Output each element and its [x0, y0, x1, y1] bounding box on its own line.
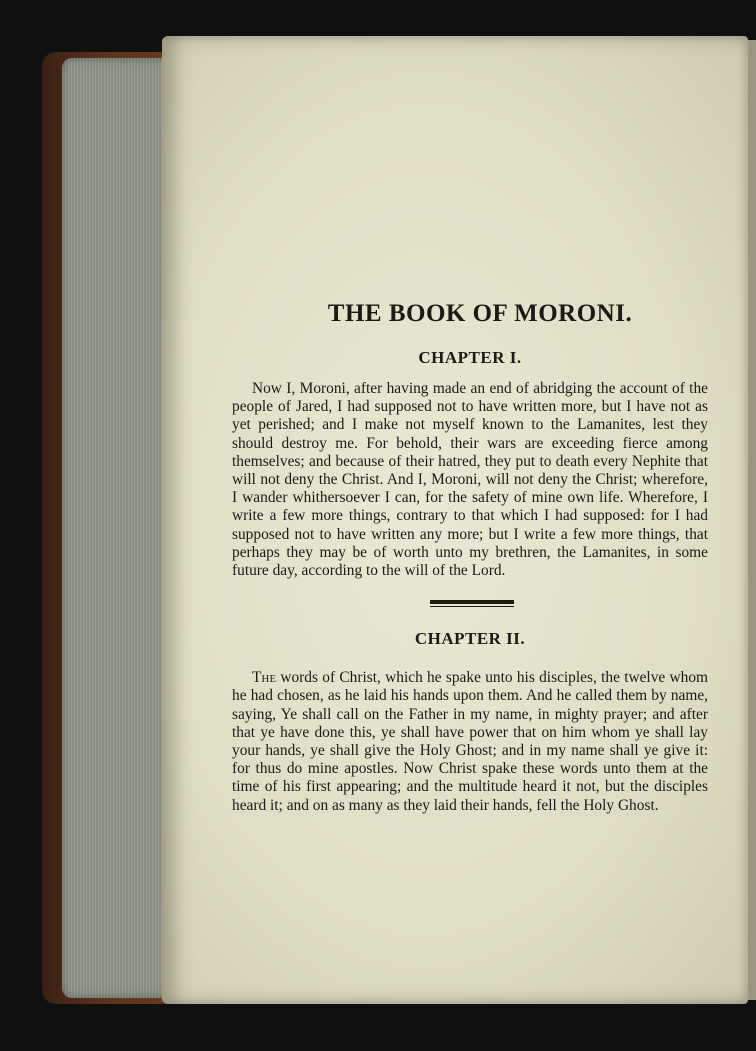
chapter-2-heading: CHAPTER II. — [414, 629, 526, 649]
chapter-2-text — [232, 669, 708, 815]
chapter-2-first-word: The — [252, 669, 277, 687]
book-title: THE BOOK OF MORONI. — [327, 300, 633, 327]
divider-thin-rule — [430, 606, 514, 607]
divider-thick-rule — [430, 600, 514, 604]
chapter-divider — [426, 600, 514, 607]
chapter-1-heading: CHAPTER I. — [418, 348, 522, 367]
page-content — [232, 300, 708, 815]
chapter-1-text: Now I, Moroni, after having made an end of abridging the account of the people of Jared, I had supposed not to have written more, but I have not as yet perished; and I make not myself known to the Lamanites, lest they should destroy me. For behold, their wars are exceeding fierce among themselves; and because of their hatred, they put to death every Nephite that will not deny the Christ. And I, Moroni, will not deny the Christ; wherefore, I wander whithersoever I can, for the safety of mine own life. Wherefore, I write a few more things, contrary to that which I had supposed: for I had supposed not to have written any more; but I write a few more things, that perhaps they may be of worth unto my brethren, the Lamanites, in some future day, according to the will of the Lord. — [232, 380, 708, 580]
chapter-2-body: words of Christ, which he spake unto his disciples, the twelve whom he had chosen, as he laid his hands upon them. And he called them by name, saying, Ye shall call on the Father in my name, in mighty prayer; and after that ye have done this, ye shall have power that on him whom ye shall lay your hands, ye shall give the Holy Ghost; and in my name shall ye give it: for thus do mine apostles. Now Christ spake these words unto them at the time of his first appearing; and the multitude heard it not, but the disciples heard it; and on as many as they laid their hands, fell the Holy Ghost. — [232, 669, 708, 814]
